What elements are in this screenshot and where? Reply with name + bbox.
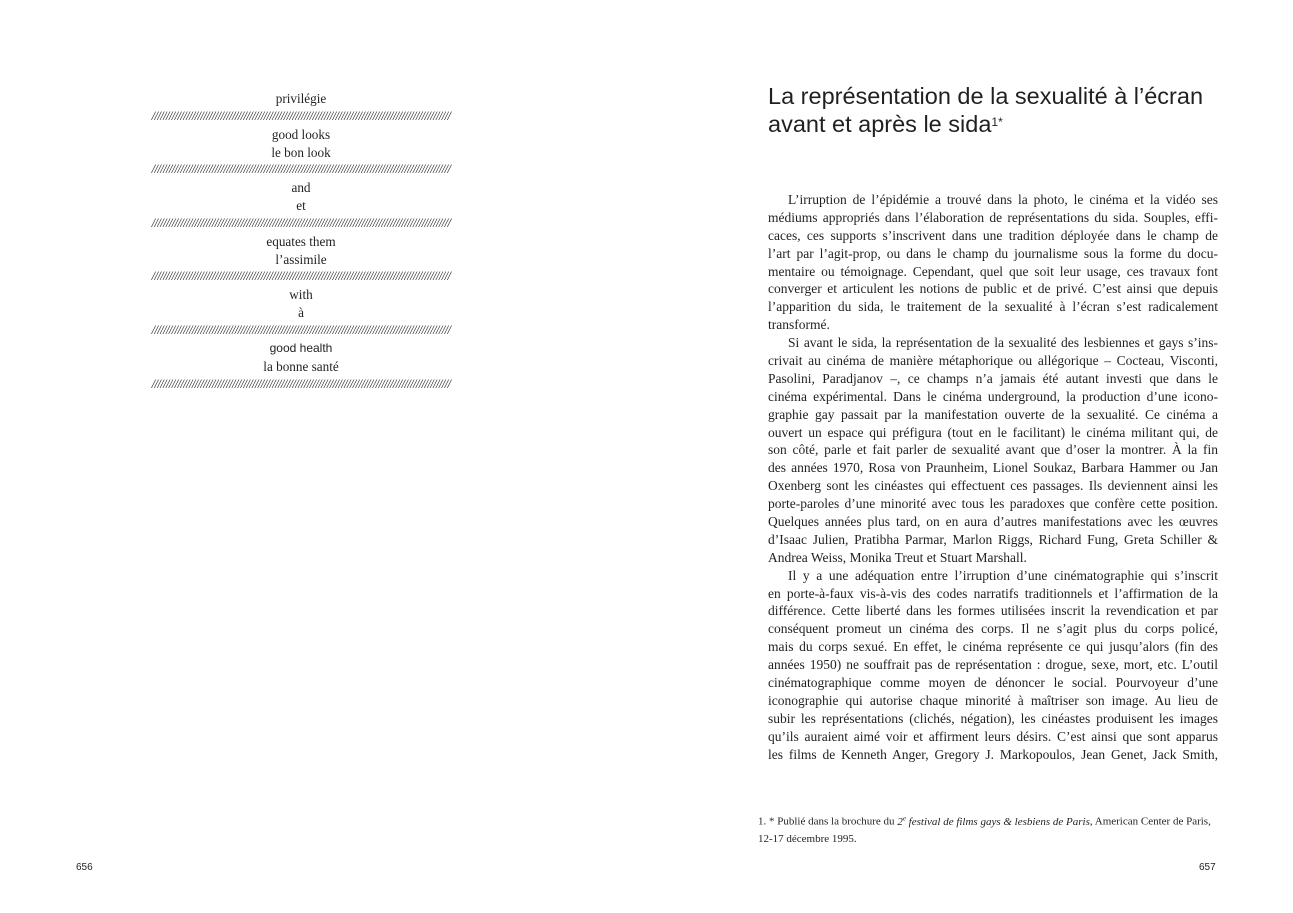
footnote-line-2: 12-17 décembre 1995. (758, 832, 857, 845)
text-line: Si avant le sida, la représentation de la sexualité des lesbiennes et gays s’ins- (788, 335, 1218, 351)
poem-word: privilégie (275, 91, 327, 106)
text-line: des années 1970, Rosa von Praunheim, Lionel Soukaz, Barbara Hammer ou Jan (768, 460, 1218, 476)
text-line: Quelques années plus tard, on en aura d’autres manifestations avec les œuvres (768, 514, 1218, 530)
text-line: Andrea Weiss, Monika Treut et Stuart Marshall. (768, 549, 1027, 565)
text-line: L’irruption de l’épidémie a trouvé dans la photo, le cinéma et la vidéo ses (788, 192, 1218, 207)
chapter-title-line-2 (768, 110, 1203, 138)
text-line: cinéma expérimental. Dans le cinéma underground, la production d’une icono- (768, 388, 1218, 404)
slash-divider: //////////////////////////////////////////////////////////////////////////////////////////////////////// (151, 215, 451, 230)
text-line: conséquent promeut un cinéma des corps. Il ne s’agit plus du corps policé, (768, 621, 1218, 637)
poem-word: le bon look (271, 144, 331, 160)
text-line: d’Isaac Julien, Pratibha Parmar, Marlon Riggs, Richard Fung, Greta Schiller & (768, 531, 1218, 547)
text-line: l’art par l’agit-prop, ou dans le champ du journalisme sous la forme du docu- (768, 245, 1218, 261)
text-line: mentaire ou témoignage. Cependant, quel que soit leur usage, ces travaux font (768, 263, 1218, 279)
poem-word: la bonne santé (263, 358, 339, 374)
text-line: Oxenberg sont les cinéastes qui effectuent ces passages. Ils deviennent ainsi les (768, 478, 1218, 494)
poem-word: et (296, 198, 306, 214)
text-line: ouvert un espace qui préfigura (tout en le facilitant) le cinéma militant qui, de (768, 424, 1218, 440)
text-line: crivait au cinéma de manière métaphorique ou allégorique – Cocteau, Visconti, (768, 353, 1218, 369)
text-line: son côté, parle et fait parler de sexualité avant que d’oser la montrer. À la fin (768, 442, 1218, 458)
chapter-title-line-1: La représentation de la sexualité à l’écran (768, 83, 1204, 109)
text-line: les films de Kenneth Anger, Gregory J. Markopoulos, Jean Genet, Jack Smith, (768, 746, 1218, 762)
slash-divider: //////////////////////////////////////////////////////////////////////////////////////////////////////// (151, 269, 451, 284)
text-line: l’apparition du sida, le traitement de la sexualité à l’écran s’est radicalement (768, 299, 1218, 315)
paragraph (768, 191, 1218, 334)
text-line: porte-paroles d’une minorité avec tous les paradoxes que confère cette position. (768, 496, 1218, 512)
poem-word: with (289, 287, 313, 303)
footnote-line-1 (758, 810, 1218, 831)
chapter-title (768, 82, 1203, 138)
slash-divider: //////////////////////////////////////////////////////////////////////////////////////////////////////// (151, 108, 451, 123)
footnote-reference[interactable]: 1* (991, 115, 1003, 129)
page-number-right: 657 (1199, 862, 1216, 873)
text-line: années 1950) ne souffrait pas de représentation : drogue, sexe, mort, etc. L’outil (768, 657, 1218, 673)
slash-divider: //////////////////////////////////////////////////////////////////////////////////////////////////////// (151, 376, 451, 391)
text-line: Il y a une adéquation entre l’irruption d’une cinématographie qui s’inscrit (788, 567, 1218, 583)
poem-column (76, 90, 526, 393)
text-line: en porte-à-faux vis-à-vis des codes narratifs traditionnels et l’affirmation de la (768, 585, 1218, 601)
text-line: iconographie qui autorise chaque minorité à maîtriser son image. Au lieu de (768, 692, 1218, 708)
text-line: médiums appropriés dans l’élaboration de représentations du sida. Souples, effi- (768, 209, 1218, 225)
footnote-title-text: festival de films gays & lesbiens de Paris (905, 815, 1090, 828)
slash-divider: //////////////////////////////////////////////////////////////////////////////////////////////////////// (151, 322, 451, 337)
paragraph (768, 567, 1218, 764)
poem-word: l’assimile (275, 251, 327, 267)
page-number-left: 656 (76, 862, 93, 873)
paragraph (768, 334, 1218, 567)
footnote (758, 810, 1218, 848)
footnote-festival-title (897, 816, 1090, 828)
text-line: caces, ces supports s’inscrivent dans une tradition déployée dans le champ de (768, 227, 1218, 243)
poem-word: good health (269, 340, 333, 355)
slash-divider: //////////////////////////////////////////////////////////////////////////////////////////////////////// (151, 162, 451, 177)
footnote-prefix: 1. * Publié dans la brochure du (758, 815, 898, 828)
text-line: qu’ils auraient aimé voir et affirment leurs désirs. C’est ainsi que sont apparus (768, 728, 1218, 744)
poem-word: à (298, 305, 304, 321)
text-line: mais du corps sexué. En effet, le cinéma représente ce qui jusqu’alors (fin des (768, 639, 1218, 655)
footnote-suffix: , American Center de Paris, (1089, 815, 1211, 828)
footnote-ordinal-suffix: e (902, 814, 906, 822)
text-line: Pasolini, Paradjanov –, ce champs n’a jamais été autant investi que dans le (768, 370, 1218, 386)
chapter-title-line-2-text: avant et après le sida (768, 111, 992, 137)
text-line: subir les représentations (clichés, négation), les cinéastes produisent les images (768, 710, 1218, 726)
footnote-ordinal: 2 (897, 815, 903, 828)
body-text (768, 191, 1218, 764)
text-line: transformé. (768, 317, 830, 333)
poem-word: good looks (271, 126, 331, 142)
text-line: converger et articulent les notions de public et de privé. C’est ainsi que depuis (768, 281, 1218, 297)
text-line: cinématographique comme moyen de dénoncer le social. Pourvoyeur d’une (768, 675, 1218, 691)
text-line: différence. Cette liberté dans les formes utilisées inscrit la revendication et par (768, 603, 1218, 619)
text-line: graphie gay passait par la manifestation ouverte de la sexualité. Ce cinéma a (768, 406, 1218, 422)
poem-word: and (291, 180, 311, 196)
poem-word: equates them (266, 233, 336, 249)
